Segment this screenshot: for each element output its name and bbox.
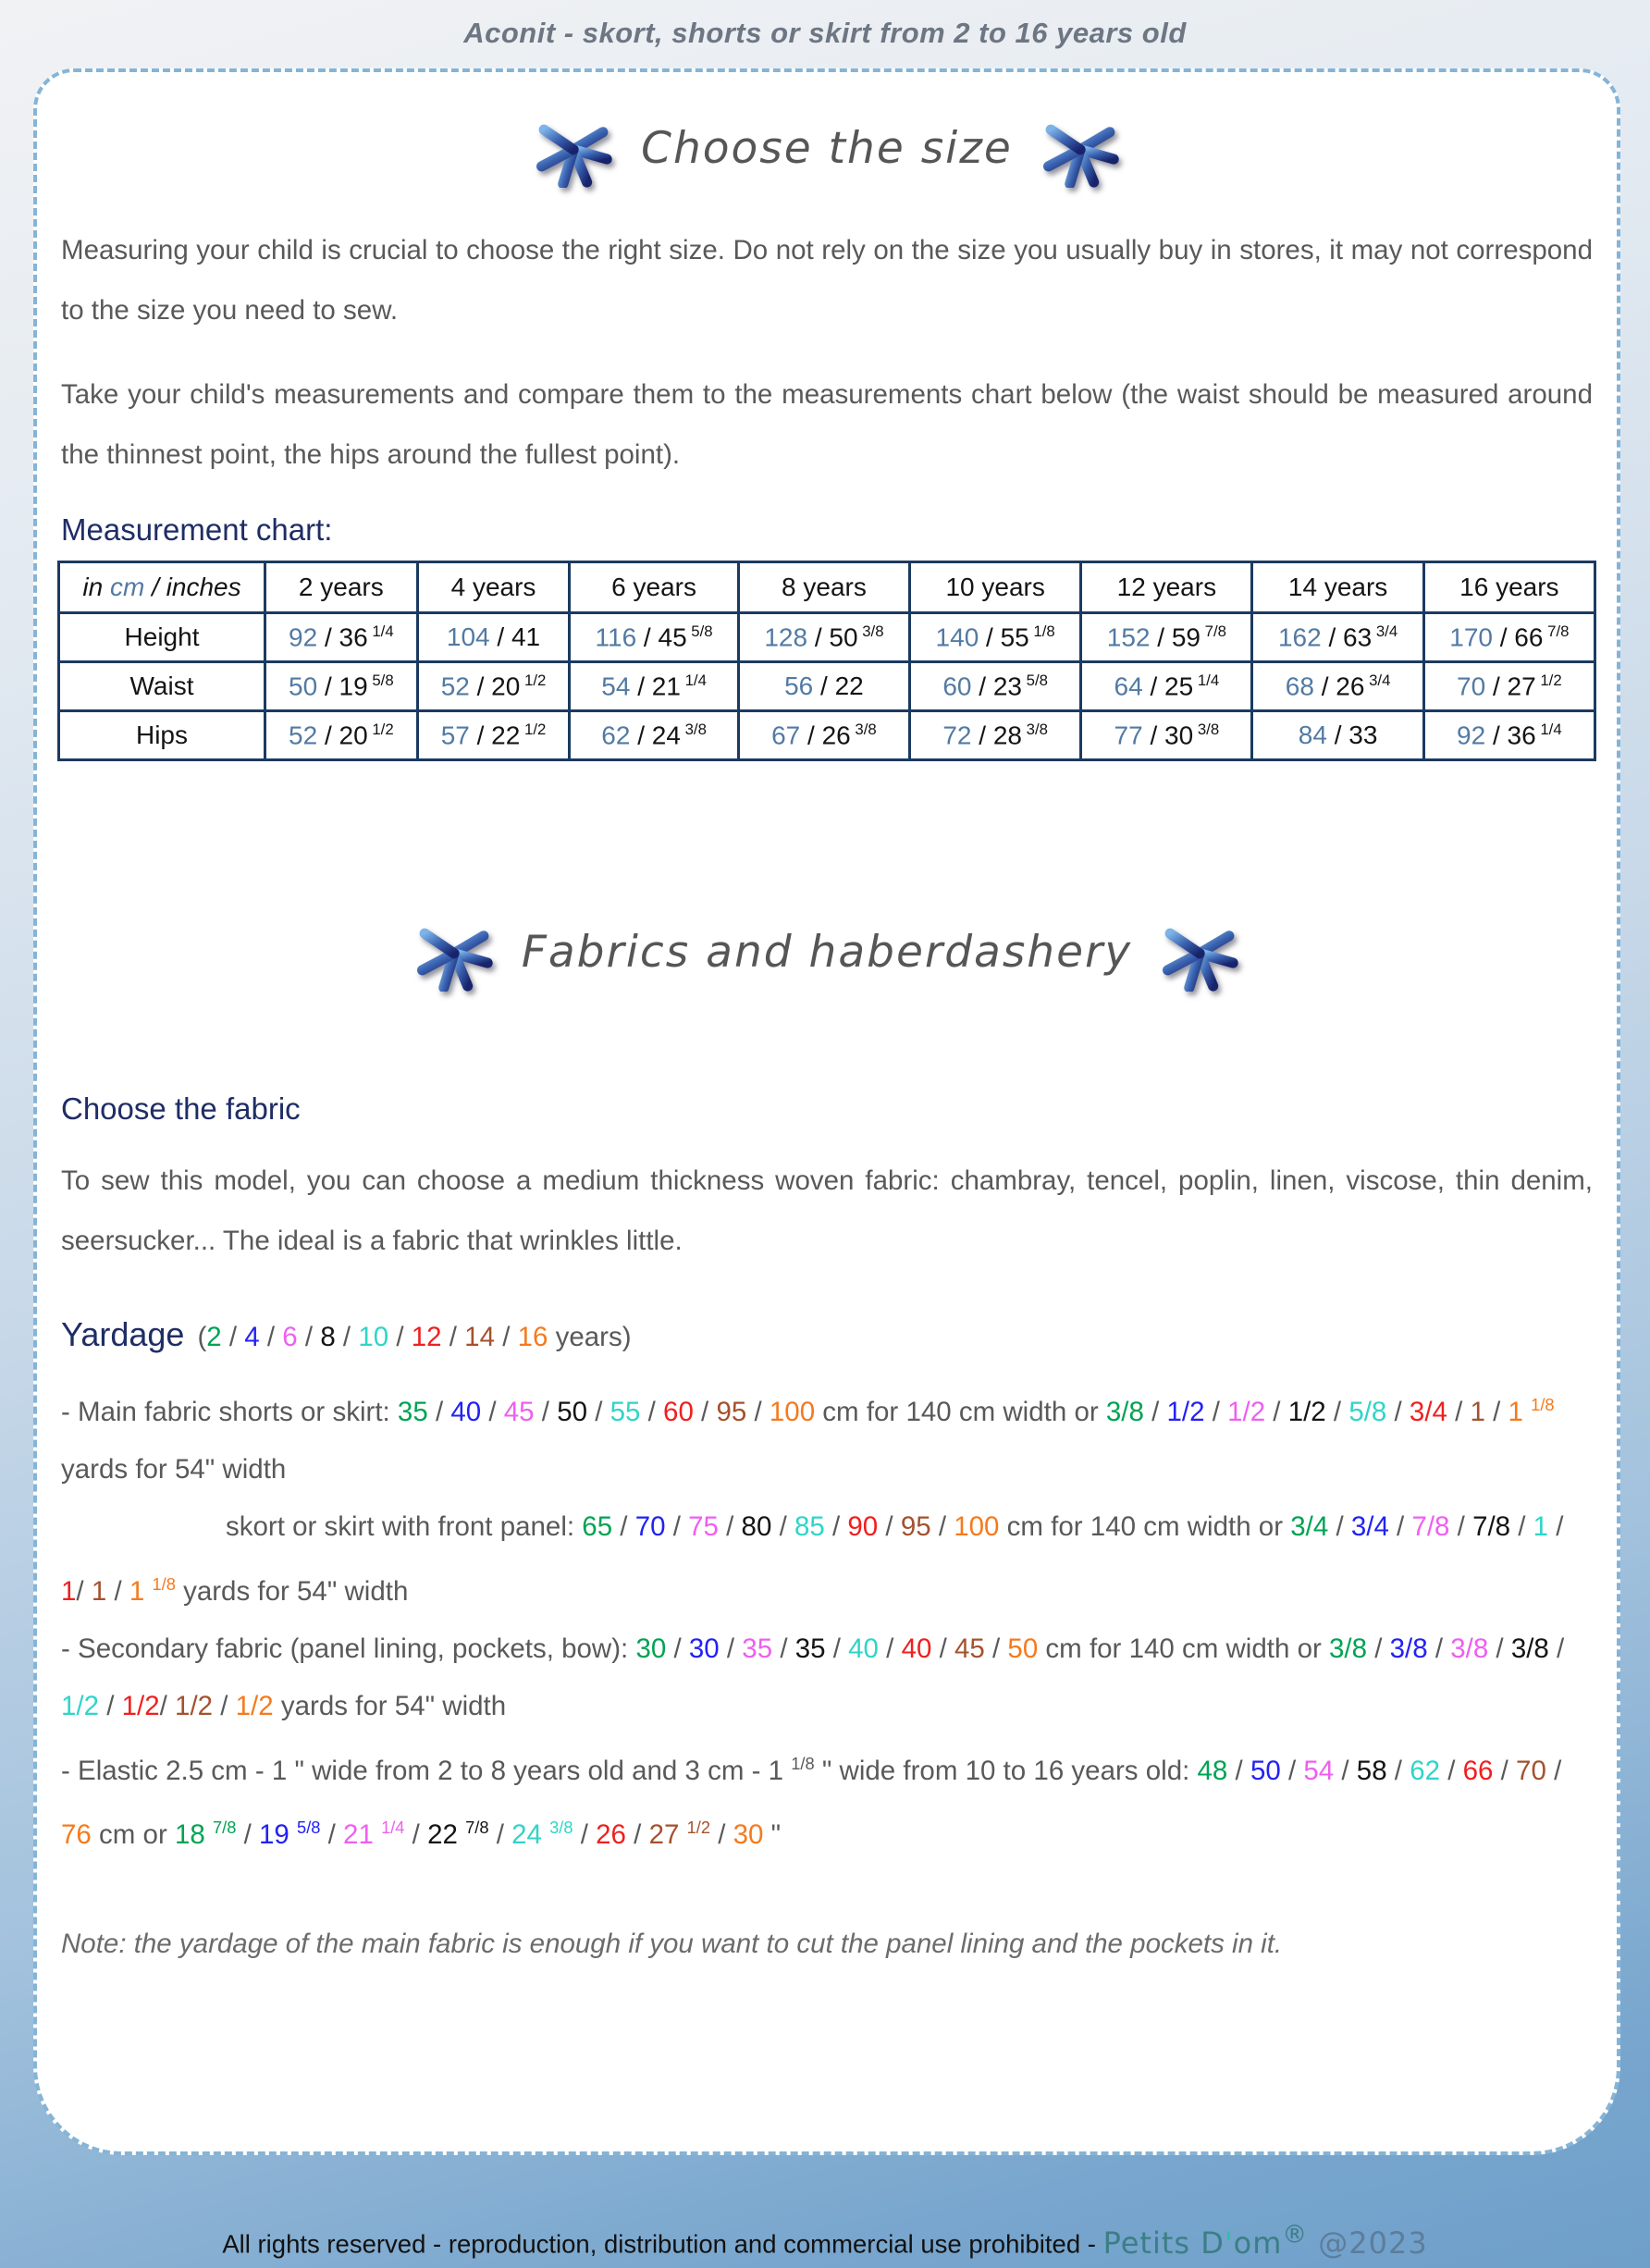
text-segment: / [878,1510,901,1542]
inch-fraction: 7/8 [1200,622,1226,640]
row-label: Hips [59,711,265,760]
table-row [59,613,1595,662]
year-column-header: 10 years [910,562,1081,613]
text-segment: / [1334,1755,1357,1786]
inch-fraction: 5/8 [367,671,394,689]
text-segment: / [930,1510,954,1542]
text-segment: 1 [1470,1396,1485,1427]
measurement-cell: 92 / 36 $^{1/4}$ [1423,711,1595,760]
table-row [59,662,1595,711]
text-segment: / [772,1633,795,1664]
text-segment: / [495,1322,518,1352]
text-segment: - Secondary fabric (panel lining, pockets, bow): [61,1633,636,1664]
measurement-cell: 50 / 19 $^{5/8}$ [265,662,418,711]
cm-value: 67 [771,721,801,750]
year-column-header: 14 years [1252,562,1423,613]
inch-fraction: 5/8 [1021,671,1048,689]
text-segment: 58 [1356,1755,1387,1786]
text-segment: / [1440,1755,1463,1786]
text-segment: / [587,1396,610,1427]
star-icon [1160,912,1239,992]
text-segment: / [1227,1755,1250,1786]
yardage-item-elastic [61,1735,1593,1865]
measurement-table [57,561,1596,761]
text-segment: 54 [1303,1755,1335,1786]
inch-fraction: 5/8 [686,622,713,640]
text-segment: 1/2 [235,1690,274,1721]
text-segment: in [82,573,110,601]
text-segment: 1/2 [1287,1396,1326,1427]
section-heading-fabrics [57,900,1596,1004]
text-segment: 50 [557,1396,588,1427]
text-segment: / inches [144,573,241,601]
text-segment: 40 [848,1633,879,1664]
text-segment: / [746,1396,770,1427]
text-segment: 70 [634,1510,666,1542]
text-segment: / [1265,1396,1288,1427]
inch-fraction: 7/8 [1543,622,1570,640]
text-segment: 3/8 [1450,1633,1489,1664]
text-segment: 1 [91,1575,107,1607]
text-segment: ( [197,1322,207,1352]
text-segment: 80 [741,1510,772,1542]
text-segment: / [1510,1510,1533,1542]
text-segment: 1/2 [175,1690,214,1721]
cm-value: 50 [289,672,318,701]
measurement-cell: 104 / 41 [417,613,570,662]
year-column-header: 16 years [1423,562,1595,613]
text-segment: / [1488,1633,1511,1664]
yardage-list [61,1376,1593,1864]
text-segment: / [984,1633,1008,1664]
text-segment: cm [109,573,145,601]
text-segment: 70 [1516,1755,1546,1786]
cm-value: 70 [1457,672,1486,701]
cm-value: 92 [1457,721,1486,750]
text-segment: 45 [954,1633,985,1664]
text-segment: / [1367,1633,1390,1664]
text-segment: 75 [688,1510,719,1542]
text-segment: / [488,1819,512,1851]
inch-fraction: 1/4 [680,671,707,689]
cm-value: 92 [289,622,318,652]
text-segment: / [259,1322,283,1352]
yardage-note: Note: the yardage of the main fabric is enough if you want to cut the panel lining and the pockets in it. [61,1929,1283,1960]
text-segment: 1 [129,1575,153,1607]
inch-fraction: 3/8 [850,720,877,738]
text-segment: 6 [282,1322,298,1352]
text-segment: cm or [91,1819,175,1851]
fabrics-title: Fabrics and haberdashery [521,926,1133,978]
text-segment: 50 [1007,1633,1039,1664]
row-label: Height [59,613,265,662]
text-segment: yards for 54" width [61,1453,287,1485]
text-segment: / [236,1819,260,1851]
text-segment: 45 [503,1396,535,1427]
measurement-cell: 56 / 22 [738,662,909,711]
text-segment: 21 [343,1819,382,1851]
table-row [59,711,1595,760]
text-segment: 62 [1410,1755,1441,1786]
cm-value: 54 [601,672,631,701]
measurement-cell: 170 / 66 $^{7/8}$ [1423,613,1595,662]
cm-value: 52 [440,672,470,701]
year-column-header: 12 years [1081,562,1252,613]
text-segment: 1/2 [1166,1396,1205,1427]
measurement-cell: 116 / 45 $^{5/8}$ [570,613,738,662]
text-segment: / [320,1819,344,1851]
text-segment: / [1447,1396,1471,1427]
text-segment: 12 [411,1322,442,1352]
footer [0,2220,1650,2261]
text-segment: / [1548,1510,1564,1542]
rights-text: All rights reserved - reproduction, distribution and commercial use prohibited - [222,2230,1103,2259]
brand-logo [1102,2220,1428,2261]
text-segment: years) [548,1322,632,1352]
cm-value: 64 [1114,672,1143,701]
inch-fraction: 3/8 [1021,720,1048,738]
text-segment: / [771,1510,794,1542]
text-segment: 40 [901,1633,932,1664]
text-segment: skort or skirt with front panel: [226,1510,583,1542]
text-segment: yards for 54" width [273,1690,507,1721]
text-segment: / [1484,1396,1508,1427]
text-segment: 7/8 [1472,1510,1511,1542]
text-segment: 1/4 [381,1818,405,1838]
text-segment: 7/8 [213,1818,237,1838]
text-segment: " [763,1819,782,1851]
text-segment: / [221,1322,245,1352]
text-segment: 27 [648,1819,687,1851]
text-segment: / [159,1690,176,1721]
text-segment: / [1143,1396,1167,1427]
cm-value: 84 [1298,721,1327,749]
text-segment: / [1493,1755,1517,1786]
inch-fraction: 3/8 [680,720,707,738]
inch-fraction: 3/8 [1193,720,1220,738]
text-segment: / [665,1510,689,1542]
text-segment: 3/8 [1329,1633,1368,1664]
inch-fraction: 1/2 [367,720,394,738]
unit-header-cell [59,562,265,613]
star-icon [414,912,494,992]
inch-fraction: 1/4 [1535,720,1562,738]
year-column-header: 8 years [738,562,909,613]
text-segment: 95 [716,1396,747,1427]
cm-value: 116 [595,622,637,652]
text-segment: 3/8 [1510,1633,1549,1664]
text-segment: 1/2 [61,1690,100,1721]
measurement-cell: 84 / 33 [1252,711,1423,760]
text-segment: 95 [900,1510,931,1542]
inch-fraction: 1/4 [367,622,394,640]
measurement-cell: 67 / 26 $^{3/8}$ [738,711,909,760]
take-measurements-paragraph: Take your child's measurements and compare them to the measurements chart below (the waist should be measured around the thinnest point, the hips around the fullest point). [61,379,1593,470]
text-segment: / [1388,1510,1412,1542]
year-column-header: 2 years [265,562,418,613]
text-segment: 2 [206,1322,222,1352]
text-segment: / [640,1396,664,1427]
cm-value: 60 [942,672,972,701]
text-segment: / [441,1322,465,1352]
text-segment: 100 [954,1510,1000,1542]
measurement-cell: 140 / 55 $^{1/8}$ [910,613,1081,662]
cm-value: 62 [601,721,631,750]
cm-value: 68 [1285,672,1314,701]
text-segment: 100 [769,1396,816,1427]
measurement-cell: 52 / 20 $^{1/2}$ [417,662,570,711]
measurement-cell: 92 / 36 $^{1/4}$ [265,613,418,662]
year-column-header: 4 years [417,562,570,613]
cm-value: 128 [764,622,808,652]
text-segment: / [1427,1633,1451,1664]
text-segment: 66 [1462,1755,1494,1786]
inch-fraction: 1/2 [1535,671,1562,689]
measurement-cell: 152 / 59 $^{7/8}$ [1081,613,1252,662]
text-segment: ® [1282,2220,1309,2250]
text-segment: / [693,1396,717,1427]
text-segment: / [625,1819,649,1851]
text-segment: / [99,1690,122,1721]
star-icon [1040,108,1120,188]
text-segment: 3/8 [1105,1396,1144,1427]
choose-size-title: Choose the size [641,122,1013,174]
cm-value: 77 [1114,721,1143,750]
text-segment: 8 [320,1322,336,1352]
cm-value: 56 [784,672,814,700]
text-segment: om [1233,2225,1283,2261]
yardage-sizes [197,1322,631,1353]
text-segment: 1 [1508,1396,1532,1427]
text-segment: / [1449,1510,1473,1542]
yardage-item-secondary-fabric [61,1621,1593,1735]
text-segment: 35 [794,1633,826,1664]
measurement-cell: 128 / 50 $^{3/8}$ [738,613,909,662]
inch-fraction: 1/4 [1193,671,1220,689]
text-segment: 1/2 [1227,1396,1266,1427]
text-segment: / [1328,1510,1351,1542]
text-segment: 16 [517,1322,548,1352]
text-segment: / [718,1510,742,1542]
inch-fraction: 3/8 [857,622,884,640]
text-segment: 7/8 [1411,1510,1450,1542]
text-segment: / [427,1396,451,1427]
text-segment: 1 [1533,1510,1549,1542]
text-segment: 50 [1250,1755,1281,1786]
text-segment: 10 [358,1322,389,1352]
text-segment: 3/4 [1409,1396,1447,1427]
text-segment: 65 [582,1510,613,1542]
text-segment: 3/4 [1290,1510,1329,1542]
text-segment: " wide from 10 to 16 years old: [814,1755,1198,1786]
choose-fabric-label: Choose the fabric [61,1091,301,1126]
measurement-cell: 62 / 24 $^{3/8}$ [570,711,738,760]
measurement-cell: 68 / 26 $^{3/4}$ [1252,662,1423,711]
text-segment: yards for 54" width [175,1575,409,1607]
text-segment: Petits D [1102,2225,1225,2261]
page-title: Aconit - skort, shorts or skirt from 2 to 16 years old [463,17,1187,49]
text-segment: / [710,1819,733,1851]
measurement-cell: 52 / 20 $^{1/2}$ [265,711,418,760]
cm-value: 140 [935,622,979,652]
star-icon [534,108,613,188]
text-segment: / [1325,1396,1349,1427]
text-segment: 90 [847,1510,879,1542]
measurement-cell: 70 / 27 $^{1/2}$ [1423,662,1595,711]
text-segment: / [388,1322,412,1352]
text-segment: 40 [450,1396,482,1427]
text-segment: 26 [596,1819,626,1851]
text-segment: / [1548,1633,1565,1664]
inch-fraction: 1/2 [520,671,547,689]
text-segment: ' [1224,2225,1234,2261]
measurement-chart-label: Measurement chart: [61,512,333,547]
text-segment: - Main fabric shorts or skirt: [61,1396,398,1427]
text-segment: / [1280,1755,1304,1786]
text-segment: 30 [733,1819,764,1851]
text-segment: / [481,1396,504,1427]
text-segment: / [404,1819,428,1851]
text-segment: / [76,1575,92,1607]
text-segment: / [666,1633,689,1664]
text-segment: 5/8 [1348,1396,1387,1427]
yardage-label: Yardage [61,1315,185,1353]
text-segment: 7/8 [465,1818,489,1838]
text-segment: 3/8 [549,1818,573,1838]
text-segment: / [1386,1755,1410,1786]
measuring-paragraph: Measuring your child is crucial to choose the right size. Do not rely on the size you usually buy in stores, it may not correspond to the size you need to sew. [61,235,1593,326]
text-segment: 4 [244,1322,260,1352]
text-segment: / [106,1575,129,1607]
section-heading-choose-size [57,96,1596,200]
text-segment: 3/8 [1389,1633,1428,1664]
measurement-cell: 64 / 25 $^{1/4}$ [1081,662,1252,711]
text-segment: 35 [742,1633,773,1664]
text-segment: 1/8 [791,1753,815,1773]
text-segment: - Elastic 2.5 cm - 1 " wide from 2 to 8 years old and 3 cm - 1 [61,1755,792,1786]
inch-fraction: 3/4 [1372,622,1398,640]
text-segment: / [824,1510,848,1542]
text-segment: / [612,1510,635,1542]
year-column-header: 6 years [570,562,738,613]
text-segment: 14 [464,1322,495,1352]
text-segment: 48 [1197,1755,1228,1786]
text-segment: 5/8 [297,1818,321,1838]
measurement-cell: 57 / 22 $^{1/2}$ [417,711,570,760]
text-segment: cm for 140 cm width or [999,1510,1291,1542]
cm-value: 57 [440,721,470,750]
text-segment: 24 [511,1819,550,1851]
text-segment: / [825,1633,849,1664]
row-label: Waist [59,662,265,711]
text-segment: 1/2 [686,1818,710,1838]
text-segment: 1/8 [152,1573,176,1594]
text-segment: 30 [635,1633,667,1664]
measurement-cell: 54 / 21 $^{1/4}$ [570,662,738,711]
inch-fraction: 3/4 [1364,671,1391,689]
measurement-cell: 60 / 23 $^{5/8}$ [910,662,1081,711]
yardage-item-main-fabric [61,1376,1593,1498]
text-segment: 22 [427,1819,466,1851]
measurement-table-body [59,562,1595,760]
text-segment: cm for 140 cm width or [1038,1633,1329,1664]
text-segment: 1/8 [1531,1395,1555,1414]
text-segment: 35 [397,1396,428,1427]
text-segment: / [878,1633,902,1664]
cm-value: 170 [1449,622,1493,652]
measurement-cell: 77 / 30 $^{3/8}$ [1081,711,1252,760]
text-segment: / [213,1690,236,1721]
content-box [33,68,1620,2155]
text-segment: / [719,1633,743,1664]
text-segment: 76 [61,1819,92,1851]
text-segment: 19 [259,1819,298,1851]
text-segment: 1/2 [121,1690,160,1721]
text-segment: / [1204,1396,1228,1427]
cm-value: 162 [1277,622,1322,652]
text-segment: cm for 140 cm width or [815,1396,1106,1427]
yardage-heading [61,1315,1593,1354]
cm-value: 52 [289,721,318,750]
text-segment: / [534,1396,558,1427]
yardage-item-skort [61,1498,1593,1621]
fabric-paragraph: To sew this model, you can choose a medium thickness woven fabric: chambray, tencel, poplin, linen, viscose, thin denim, seersucker... The ideal is a fabric that wrinkles little. [61,1165,1593,1256]
text-segment: 3/4 [1350,1510,1389,1542]
text-segment: @2023 [1308,2225,1428,2261]
text-segment: 18 [174,1819,213,1851]
text-segment: / [335,1322,359,1352]
text-segment: / [297,1322,321,1352]
text-segment: / [573,1819,597,1851]
cm-value: 152 [1106,622,1151,652]
cm-value: 72 [942,721,972,750]
text-segment: 1 [61,1575,77,1607]
text-segment: 85 [794,1510,825,1542]
measurement-cell: 162 / 63 $^{3/4}$ [1252,613,1423,662]
text-segment: 30 [688,1633,720,1664]
table-header-row [59,562,1595,613]
text-segment: 60 [663,1396,694,1427]
text-segment: / [931,1633,954,1664]
measurement-cell: 72 / 28 $^{3/8}$ [910,711,1081,760]
inch-fraction: 1/2 [520,720,547,738]
text-segment: 55 [610,1396,641,1427]
text-segment: / [1545,1755,1562,1786]
cm-value: 104 [446,622,490,651]
inch-fraction: 1/8 [1028,622,1055,640]
text-segment: / [1386,1396,1410,1427]
